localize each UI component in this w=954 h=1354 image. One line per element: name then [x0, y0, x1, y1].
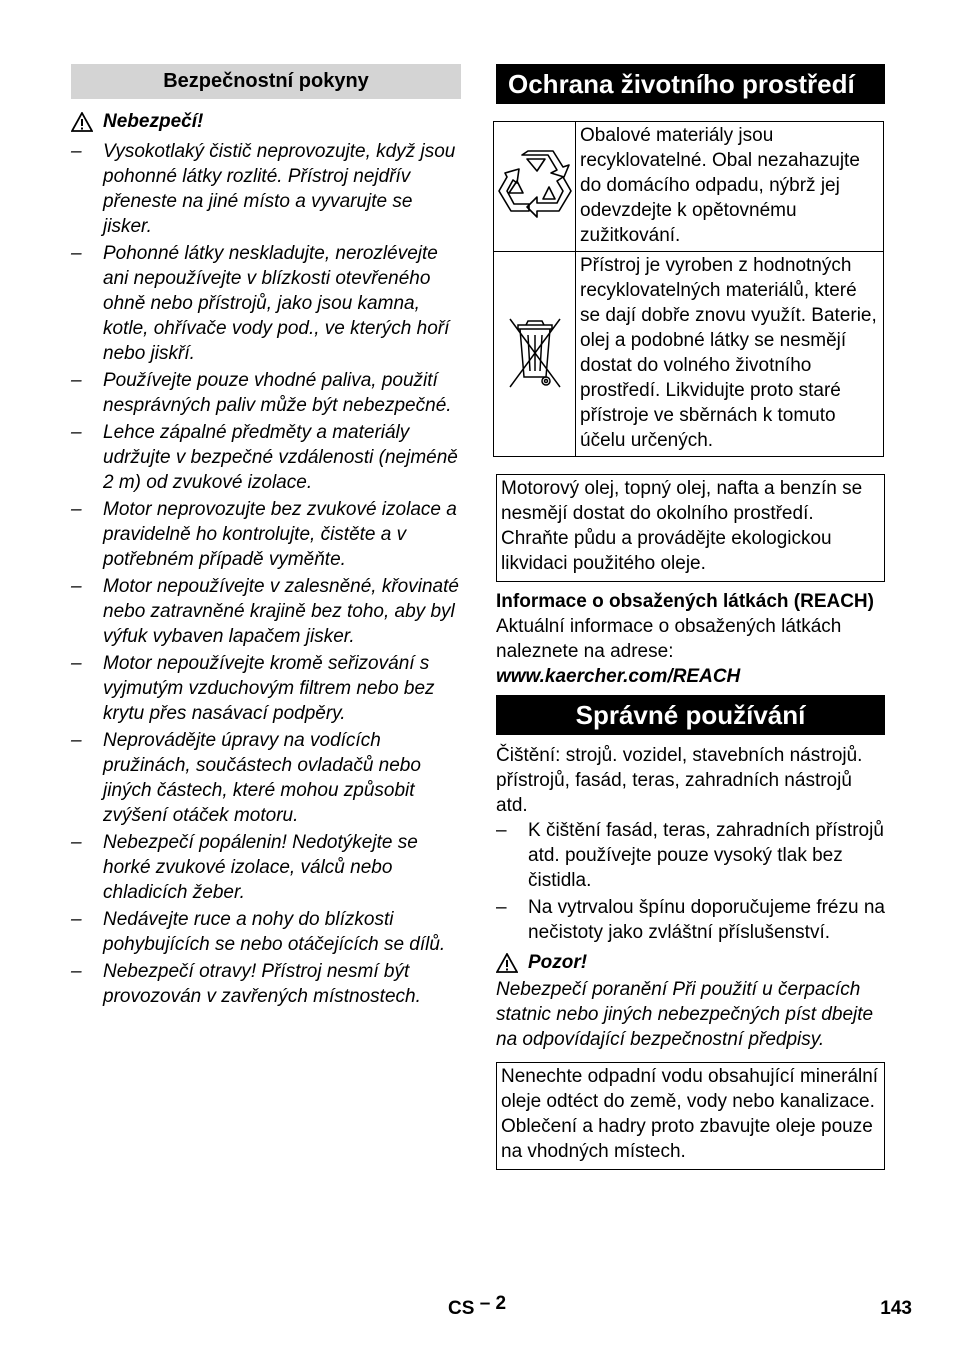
- oil-notice-box: Motorový olej, topný olej, nafta a benzín se nesmějí dostat do okolního prostředí. Chraňte půdu a provádějte ekologickou likvidaci použitého oleje.: [496, 474, 885, 582]
- warning-triangle-icon: [496, 953, 518, 973]
- page-number: 143: [880, 1298, 912, 1319]
- reach-text: Aktuální informace o obsažených látkách naleznete na adrese:: [496, 616, 842, 662]
- list-item: – Na vytrvalou špínu doporučujeme frézu na nečistoty jako zvláštní příslušenství.: [496, 897, 885, 943]
- list-item: – Nedávejte ruce a nohy do blízkosti pohybujících se nebo otáčejících se dílů.: [71, 909, 446, 955]
- list-item: – Nebezpečí popálenin! Nedotýkejte se horké zvukové izolace, válců nebo chladicích žeber.: [71, 832, 418, 903]
- list-item: – Lehce zápalné předměty a materiály udržujte v bezpečné vzdálenosti (nejméně 2 m) od zvukové izolace.: [71, 422, 458, 493]
- recycle-icon: [497, 147, 573, 219]
- right-column: [496, 64, 885, 1170]
- reach-url: www.kaercher.com/REACH: [496, 666, 741, 687]
- caution-text: Nebezpečí poranění Při použití u čerpacích statnic nebo jiných nebezpečných píst dbejte na odpovídající bezpečnostní předpisy.: [496, 979, 874, 1050]
- recycle-text: Obalové materiály jsou recyklovatelné. Obal nezahazujte do domácího odpadu, nýbrž jej odevzdejte k opětovnému zužitkování.: [576, 122, 884, 252]
- heading-environment: Ochrana životního prostředí: [496, 64, 885, 104]
- list-item: – Nebezpečí otravy! Přístroj nesmí být provozován v zavřených místnostech.: [71, 961, 421, 1007]
- list-item: – Neprovádějte úpravy na vodících pružinách, součástech ovladačů nebo jiných částech, které mohou způsobit zvýšení otáček motoru.: [71, 730, 421, 826]
- crossed-bin-icon: [500, 311, 570, 391]
- warning-triangle-icon: [71, 112, 93, 132]
- usage-list: [496, 818, 885, 945]
- footer-language: CS – 2: [448, 1293, 507, 1319]
- list-item: – Používejte pouze vhodné paliva, použití nesprávných paliv může být nebezpečné.: [71, 370, 452, 416]
- list-item: – Motor neprovozujte bez zvukové izolace a pravidelně ho kontrolujte, čistěte a v potřebném případě vyměňte.: [71, 499, 457, 570]
- reach-title: Informace o obsažených látkách (REACH): [496, 591, 874, 612]
- danger-warning: [71, 109, 461, 134]
- bin-text: Přístroj je vyroben z hodnotných recyklovatelných materiálů, které se dají dobře znovu využít. Baterie, olej a podobné látky se nesmějí dostat do volného životního prostředí. Likvidujte proto staré přístroje ve sběrnách k tomuto účelu určených.: [576, 252, 884, 457]
- danger-title: Nebezpečí!: [103, 111, 204, 132]
- safety-list: [71, 139, 461, 1009]
- list-item: – K čištění fasád, teras, zahradních přístrojů atd. používejte pouze vysoký tlak bez čistidla.: [496, 820, 884, 891]
- list-item: – Pohonné látky neskladujte, nerozlévejte ani nepoužívejte v blízkosti otevřeného ohně nebo přístrojů, jako jsou kamna, kotle, ohřívače vody pod., ve kterých hoří nebo jiskří.: [71, 243, 450, 364]
- table-row: [494, 122, 884, 252]
- recycle-icon-cell: [494, 122, 576, 252]
- wastewater-notice-box: Nenechte odpadní vodu obsahující minerální oleje odtéct do země, vody nebo kanalizace. Oblečení a hadry proto zbavujte oleje pouze na vhodných místech.: [496, 1062, 885, 1170]
- recycle-table: [493, 121, 884, 457]
- caution-title: Pozor!: [528, 952, 588, 973]
- usage-intro: Čištění: strojů. vozidel, stavebních nástrojů. přístrojů, fasád, teras, zahradních nástrojů atd.: [496, 745, 863, 816]
- caution-warning: [496, 950, 885, 975]
- left-column: [71, 64, 461, 1011]
- list-item: – Vysokotlaký čistič neprovozujte, když jsou pohonné látky rozlité. Přístroj nejdřív přeneste na jiné místo a vyvarujte se jisker.: [71, 141, 456, 237]
- list-item: – Motor nepoužívejte v zalesněné, křovinaté nebo zatravněné krajině bez toho, aby byl výfuk vybaven lapačem jisker.: [71, 576, 459, 647]
- footer-page-sub: – 2: [479, 1293, 507, 1314]
- section-title-safety: Bezpečnostní pokyny: [71, 64, 461, 99]
- bin-icon-cell: [494, 252, 576, 457]
- heading-usage: Správné používání: [496, 695, 885, 735]
- list-item: – Motor nepoužívejte kromě seřizování s vyjmutým vzduchovým filtrem nebo bez krytu přes nasávací podpěry.: [71, 653, 435, 724]
- table-row: [494, 252, 884, 457]
